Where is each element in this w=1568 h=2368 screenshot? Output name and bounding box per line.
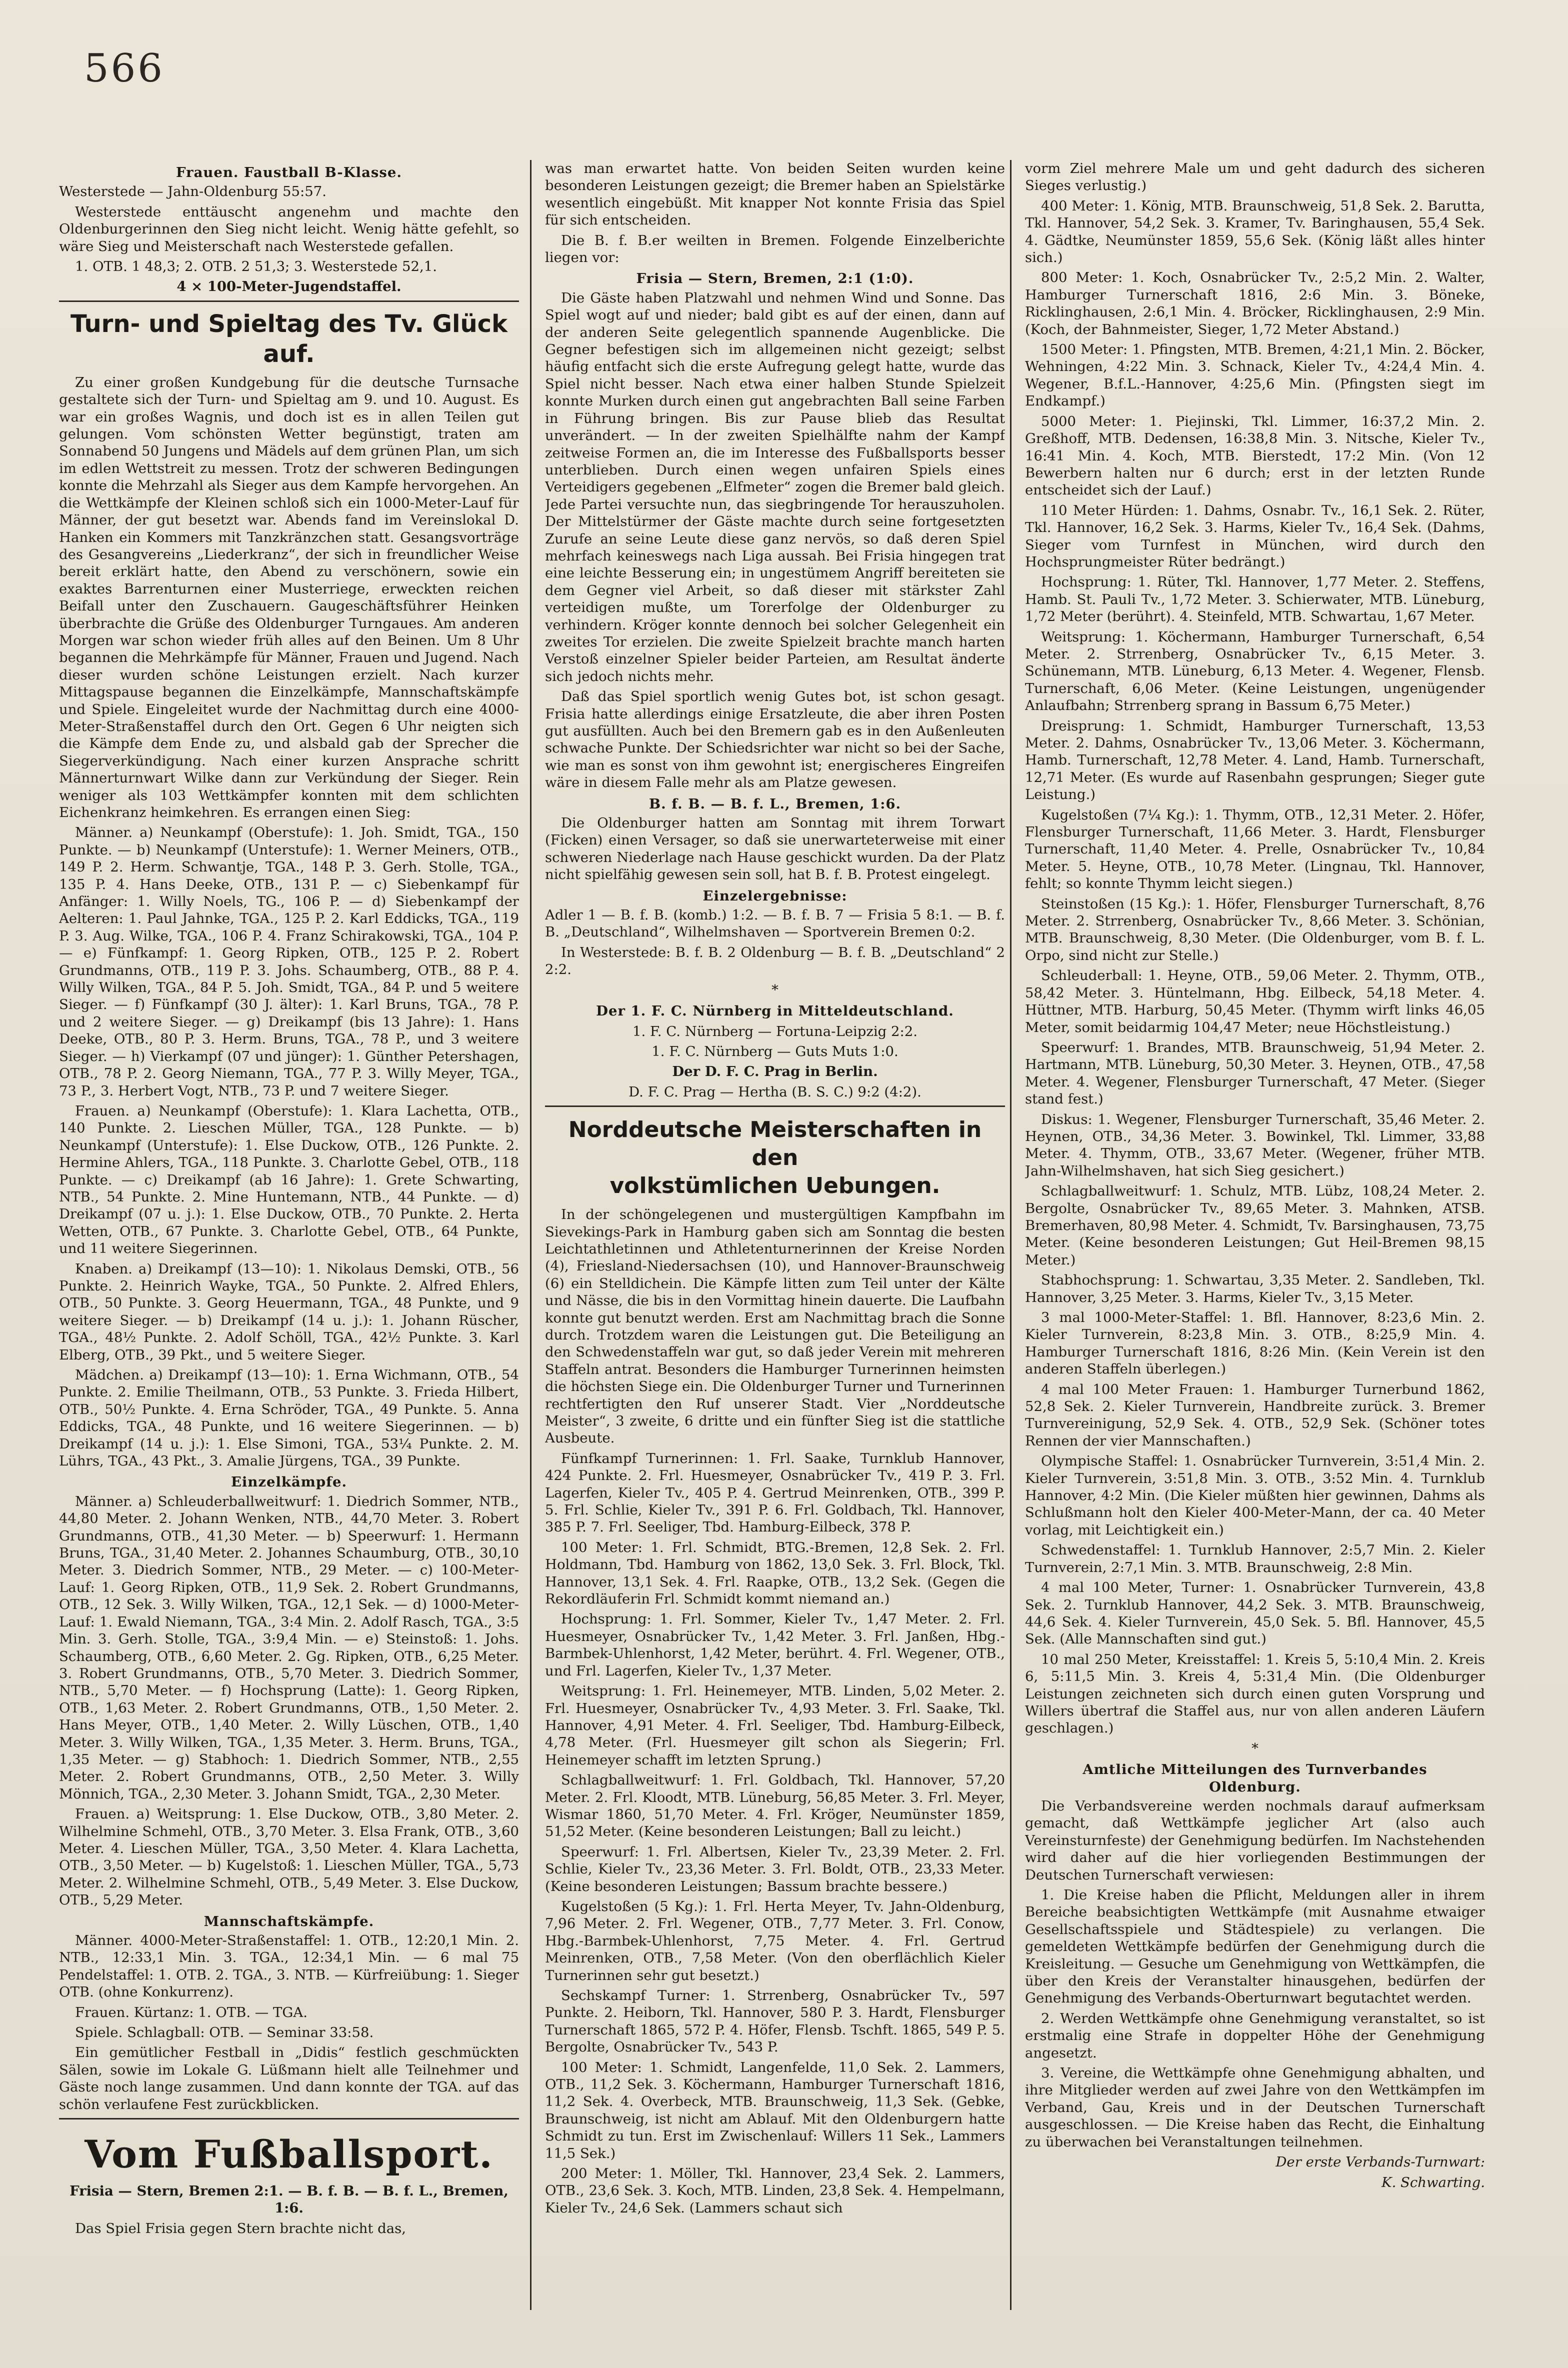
nuernberg-header: Der 1. F. C. Nürnberg in Mitteldeutschland. — [596, 1003, 954, 1020]
turn-spieltag-heading: Turn- und Spieltag des Tv. Glück auf. — [70, 310, 508, 368]
mannschaftskaempfe-header: Mannschaftskämpfe. — [204, 1913, 374, 1930]
divider — [59, 300, 519, 302]
amtlich-paragraph-3: 2. Werden Wettkämpfe ohne Genehmigung veranstaltet, so ist erstmalig eine Strafe in doppelter Höhe der Genehmigung angesetzt. — [1025, 2010, 1485, 2061]
col3-paragraph-4: 1500 Meter: 1. Pfingsten, MTB. Bremen, 4:21,1 Min. 2. Böcker, Wehningen, 4:22 Min. 3. Schnack, Kieler Tv., 4:24,4 Min. 4. Wegener, B.f.L.-Hannover, 4:25,6 Min. (Pfingsten siegt im Endkampf.) — [1025, 342, 1485, 410]
col3-paragraph-8: Weitsprung: 1. Köchermann, Hamburger Turnerschaft, 6,54 Meter. 2. Strrenberg, Osnabrücker Tv., 6,15 Meter. 3. Schünemann, MTB. Lüneburg, 6,13 Meter. 4. Wegener, Flensb. Turnerschaft, 6,06 Meter. (Keine Leistungen, ungenügender Anlaufbahn; Strrenberg sprang in Bassum 6,75 Meter.) — [1025, 628, 1485, 714]
mannschaft-paragraph-1: Männer. 4000-Meter-Straßenstaffel: 1. OTB., 12:20,1 Min. 2. NTB., 12:33,1 Min. 3. TGA., 12:34,1 Min. — 6 mal 75 Pendelstaffel: 1. OTB. 2. TGA., 3. NTB. — Kürfreiübung: 1. Sieger OTB. (ohne Konkurrenz). — [59, 1932, 519, 2000]
match2-paragraph-1: Die Oldenburger hatten am Sonntag mit ihrem Torwart (Ficken) einen Versager, so daß sie unerwarteterweise mit einer schweren Niederlage nach Hause geschickt wurden. Da der Platz nicht spielfähig gewesen sein soll, hat B. f. B. Protest eingelegt. — [545, 815, 1005, 883]
turn-paragraph-5: Mädchen. a) Dreikampf (13—10): 1. Erna Wichmann, OTB., 54 Punkte. 2. Emilie Theilmann, OTB., 53 Punkte. 3. Frieda Hilbert, OTB., 50½ Punkte. 4. Erna Schröder, TGA., 49 Punkte. 5. Anna Eddicks, TGA., 48 Punkte, und 16 weitere Siegerinnen. — b) Dreikampf (14 u. j.): 1. Else Simoni, TGA., 53¼ Punkte. 2. M. Lührs, TGA., 43 Pkt., 3. Amalie Jürgens, TGA., 39 Punkte. — [59, 1367, 519, 1470]
col3-paragraph-13: Speerwurf: 1. Brandes, MTB. Braunschweig, 51,94 Meter. 2. Hartmann, MTB. Lüneburg, 50,30 Meter. 3. Heynen, OTB., 47,58 Meter. 4. Wegener, Flensburger Turnerschaft, 47 Meter. (Sieger stand fest.) — [1025, 1039, 1485, 1108]
match1-paragraph-2: Daß das Spiel sportlich wenig Gutes bot, ist schon gesagt. Frisia hatte allerdings einige Ersatzleute, die aber ihren Posten gut ausfüllten. Auch bei den Bremern gab es in den Außenleuten schwache Punkte. Der Schiedsrichter war nicht so bei der Sache, wie man es sonst von ihm gewohnt ist; energischeres Eingreifen wäre in diesem Falle mehr als am Platze gewesen. — [545, 688, 1005, 791]
signature-name: K. Schwarting. — [1382, 2174, 1485, 2190]
frauen-text-1: Westerstede — Jahn-Oldenburg 55:57. — [59, 184, 327, 200]
westerstede-text: In Westerstede: B. f. B. 2 Oldenburg — B. f. B. „Deutschland“ 2 2:2. — [545, 944, 1005, 978]
amtliche-mitteilungen-header — [1025, 1761, 1485, 1796]
col3-paragraph-14: Diskus: 1. Wegener, Flensburger Turnerschaft, 35,46 Meter. 2. Heynen, OTB., 34,36 Meter. 3. Bowinkel, Tkl. Limmer, 33,88 Meter. 4. Thymm, OTB., 33,67 Meter. (Wegener, früher MTB. Jahn-Wilhelmshaven, hat sich Sieg gesichert.) — [1025, 1111, 1485, 1179]
col3-paragraph-1: vorm Ziel mehrere Male um und geht dadurch des sicheren Sieges verlustig.) — [1025, 160, 1485, 194]
nord-paragraph-4: Hochsprung: 1. Frl. Sommer, Kieler Tv., 1,47 Meter. 2. Frl. Huesmeyer, Osnabrücker Tv., 1,42 Meter. 3. Frl. Janßen, Hbg.-Barmbek-Uhlenhorst, 1,42 Meter, berührt. 4. Frl. Wegener, OTB., und Frl. Lagerfen, Kieler Tv., 1,37 Meter. — [545, 1611, 1005, 1679]
col3-paragraph-12: Schleuderball: 1. Heyne, OTB., 59,06 Meter. 2. Thymm, OTB., 58,42 Meter. 3. Hüntelmann, Hbg. Eilbeck, 54,18 Meter. 4. Hüttner, MTB. Harburg, 50,45 Meter. (Thymm wirft links 46,05 Meter, somit beidarmig 104,47 Meter; neue Höchstleistung.) — [1025, 968, 1485, 1036]
match1-header: Frisia — Stern, Bremen, 2:1 (1:0). — [636, 270, 914, 287]
col3-paragraph-9: Dreisprung: 1. Schmidt, Hamburger Turnerschaft, 13,53 Meter. 2. Dahms, Osnabrücker Tv., 13,06 Meter. 3. Köchermann, Hamb. Turnerschaft, 12,78 Meter. 4. Land, Hamb. Turnerschaft, 12,71 Meter. (Es wurde auf Rasenbahn gesprungen; Sieger gute Leistung.) — [1025, 718, 1485, 803]
einzelergebnisse-text: Adler 1 — B. f. B. (komb.) 1:2. — B. f. B. 7 — Frisia 5 8:1. — B. f. B. „Deutschland“, Wilhelmshaven — Sportverein Bremen 0:2. — [545, 907, 1005, 940]
col3-paragraph-10: Kugelstoßen (7¼ Kg.): 1. Thymm, OTB., 12,31 Meter. 2. Höfer, Flensburger Turnerschaft, 11,66 Meter. 3. Hardt, Flensburger Turnerschaft, 11,40 Meter. 4. Prelle, Osnabrücker Tv., 10,84 Meter. 5. Heyne, OTB., 10,78 Meter. (Lingnau, Tkl. Hannover, fehlt; so konnte Thymm leicht siegen.) — [1025, 806, 1485, 892]
norddeutsche-heading-line-2: volkstümlichen Uebungen. — [610, 1173, 940, 1199]
nord-paragraph-6: Schlagballweitwurf: 1. Frl. Goldbach, Tkl. Hannover, 57,20 Meter. 2. Frl. Kloodt, MTB. Lüneburg, 56,85 Meter. 3. Frl. Meyer, Wismar 1860, 51,70 Meter. 4. Frl. Kröger, Neumünster 1859, 51,52 Meter. (Keine besonderen Leistungen; Ball zu leicht.) — [545, 1772, 1005, 1840]
col3-paragraph-2: 400 Meter: 1. König, MTB. Braunschweig, 51,8 Sek. 2. Barutta, Tkl. Hannover, 54,2 Sek. 3. Kramer, Tv. Baringhausen, 55,4 Sek. 4. Gädtke, Neumünster 1859, 55,6 Sek. (König läßt alles hinter sich.) — [1025, 198, 1485, 266]
col3-paragraph-3: 800 Meter: 1. Koch, Osnabrücker Tv., 2:5,2 Min. 2. Walter, Hamburger Turnerschaft 1816, 2:6 Min. 3. Böneke, Ricklinghausen, 2:6,1 Min. 4. Bröcker, Ricklinghausen, 2:9 Min. (Koch, der Bahnmeister, Sieger, 1,72 Meter Abstand.) — [1025, 270, 1485, 338]
turn-paragraph-2: Männer. a) Neunkampf (Oberstufe): 1. Joh. Smidt, TGA., 150 Punkte. — b) Neunkampf (Unterstufe): 1. Werner Meiners, OTB., 149 P. 2. Herm. Schwantje, TGA., 148 P. 3. Gerh. Stolle, TGA., 135 P. 4. Hans Deeke, OTB., 131 P. — c) Siebenkampf für Anfänger: 1. Willy Noels, TG., 106 P. — d) Siebenkampf der Aelteren: 1. Paul Jahnke, TGA., 125 P. 2. Karl Eddicks, TGA., 119 P. 3. Aug. Wilke, TGA., 106 P. 4. Franz Schirakowski, TGA., 104 P. — e) Fünfkampf: 1. Georg Ripken, OTB., 125 P. 2. Robert Grundmanns, OTB., 119 P. 3. Johs. Schaumberg, OTB., 88 P. 4. Willy Wilken, TGA., 84 P. 5. Joh. Smidt, TGA., 84 P. und 5 weitere Sieger. — f) Fünfkampf (30 J. älter): 1. Karl Bruns, TGA., 78 P. und 2 weitere Sieger. — g) Dreikampf (bis 13 Jahre): 1. Hans Deeke, OTB., 80 P. 3. Herm. Bruns, TGA., 78 P., und 3 weitere Sieger. — h) Vierkampf (07 und jünger): 1. Günther Petershagen, OTB., 78 P. 2. Georg Niemann, TGA., 77 P. 3. Willy Meyer, TGA., 73 P., 3. Herbert Vogt, NTB., 73 P. und 7 weitere Sieger. — [59, 824, 519, 1099]
nord-paragraph-1: In der schöngelegenen und mustergültigen Kampfbahn im Sievekings-Park in Hamburg gaben sich am Sonntag die besten Leichtathletinnen und Athletenturnerinnen der Kreise Norden (4), Friesland-Niedersachsen (10), und Hannover-Braunschweig (6) ein Stelldichein. Die Kämpfe litten zum Teil unter der Kälte und Nässe, die bis in den Vormittag hinein dauerte. Die Laufbahn konnte gut benutzt werden. Erst am Nachmittag brach die Sonne durch. Trotzdem waren die Leistungen gut. Die Beteiligung an den Schwedenstaffeln war gut, so daß jeder Verein mit mehreren Staffeln antrat. Besonders die Hamburger Turnerinnen heimsten die höchsten Siege ein. Die Oldenburger Turner und Turnerinnen rechtfertigten den Ruf unserer Stadt. Vier „Norddeutsche Meister“, 3 zweite, 6 dritte und ein fünfter Sieg ist die stattliche Ausbeute. — [545, 1206, 1005, 1446]
match1-paragraph-1: Die Gäste haben Platzwahl und nehmen Wind und Sonne. Das Spiel wogt auf und nieder; bald gibt es auf der einen, dann auf der anderen Seite gelegentlich spannende Augenblicke. Die Gegner befestigen sich im allgemeinen nicht gezeigt; selbst häufig entfacht sich die erste Aufregung gelegt hatte, wurde das Spiel nicht besser. Nach etwa einer halben Stunde Spielzeit konnte Murken durch einen gut angebrachten Ball seine Farben in Führung bringen. Bis zur Pause blieb das Resultat unverändert. — In der zweiten Spielhälfte nahm der Kampf zeitweise Formen an, die im Interesse des Fußballsports besser unterblieben. Durch einen wegen unfairen Spiels eines Verteidigers gegebenen „Elfmeter“ zogen die Bremer bald gleich. Jede Partei versuchte nun, das siegbringende Tor herauszuholen. Der Mittelstürmer der Gäste machte durch seine fortgesetzten Zurufe an seine Leute diese ganz nervös, so daß deren Spiel mehrfach keineswegs nach Liga aussah. Bei Frisia hingegen trat eine leichte Besserung ein; in ungestümem Angriff bereiteten sie dem Gegner viel Arbeit, so daß dieser mit stärkster Zahl verteidigen mußte, um Torerfolge der Oldenburger zu verhindern. Kröger konnte dennoch bei solcher Gelegenheit ein zweites Tor erzielen. Die zweite Spielzeit brachte manch harten Verstoß einzelner Spieler beider Parteien, am Resultat änderte sich jedoch nichts mehr. — [545, 290, 1005, 684]
column-1 — [59, 160, 519, 2310]
column-3 — [1025, 160, 1485, 2310]
einzelkaempfe-header: Einzelkämpfe. — [230, 1474, 348, 1490]
divider — [59, 2118, 519, 2120]
nord-paragraph-7: Speerwurf: 1. Frl. Albertsen, Kieler Tv., 23,39 Meter. 2. Frl. Schlie, Kieler Tv., 23,36 Meter. 3. Frl. Boldt, OTB., 23,33 Meter. (Keine besonderen Leistungen; Bassum brachte bessere.) — [545, 1844, 1005, 1894]
nord-paragraph-3: 100 Meter: 1. Frl. Schmidt, BTG.-Bremen, 12,8 Sek. 2. Frl. Holdmann, Tbd. Hamburg von 1862, 13,0 Sek. 3. Frl. Block, Tkl. Hannover, 13,1 Sek. 4. Frl. Raapke, OTB., 13,2 Sek. (Gegen die Rekordläuferin Frl. Schmidt kommt niemand an.) — [545, 1539, 1005, 1608]
amtlich-header-line-2: Oldenburg. — [1209, 1778, 1301, 1795]
col3-paragraph-11: Steinstoßen (15 Kg.): 1. Höfer, Flensburger Turnerschaft, 8,76 Meter. 2. Strrenberg, Osnabrücker Tv., 8,66 Meter. 3. Schönian, MTB. Braunschweig, 8,30 Meter. (Die Oldenburger, vom B. f. L. Orpo, sind nicht zur Stelle.) — [1025, 896, 1485, 964]
frauen-text-2: Westerstede enttäuscht angenehm und machte den Oldenburgerinnen den Sieg nicht leicht. Wenig hätte gefehlt, so wäre Sieg und Meisterschaft nach Westerstede gefallen. — [59, 204, 519, 254]
amtlich-paragraph-4: 3. Vereine, die Wettkämpfe ohne Genehmigung abhalten, und ihre Mitglieder werden auf zwei Jahre von den Wettkämpfen im Verband, Gau, Kreis und in der Deutschen Turnerschaft ausgeschlossen. — Die Kreise haben das Recht, die Einhaltung zu überwachen bei Veranstaltungen teilnehmen. — [1025, 2065, 1485, 2150]
fussballsport-heading: Vom Fußballsport. — [84, 2132, 494, 2177]
nord-paragraph-8: Kugelstoßen (5 Kg.): 1. Frl. Herta Meyer, Tv. Jahn-Oldenburg, 7,96 Meter. 2. Frl. Wegener, OTB., 7,77 Meter. 3. Frl. Conow, Hbg.-Barmbek-Uhlenhorst, 7,75 Meter. 4. Frl. Gertrud Meinrenken, OTB., 7,58 Meter. (Von den oberflächlich Kieler Turnerinnen sehr gut besetzt.) — [545, 1898, 1005, 1984]
fussball-subheading: Frisia — Stern, Bremen 2:1. — B. f. B. — B. f. L., Bremen, 1:6. — [70, 2183, 508, 2216]
col2-paragraph-1: was man erwartet hatte. Von beiden Seiten wurden keine besonderen Leistungen gezeigt; die Bremer haben an Spielstärke wesentlich eingebüßt. Mit knapper Not konnte Frisia das Spiel für sich entscheiden. — [545, 160, 1005, 228]
col2-paragraph-2: Die B. f. B.er weilten in Bremen. Folgende Einzelberichte liegen vor: — [545, 232, 1005, 266]
frauen-faustball-header: Frauen. Faustball B-Klasse. — [176, 164, 402, 180]
col3-paragraph-18: 4 mal 100 Meter Frauen: 1. Hamburger Turnerbund 1862, 52,8 Sek. 2. Kieler Turnverein, Handbreite zurück. 3. Bremer Turnvereinigung, 52,9 Sek. 4. OTB., 52,9 Sek. (Schöner totes Rennen der vier Mannschaften.) — [1025, 1381, 1485, 1449]
column-rule-2 — [1010, 160, 1012, 2310]
nord-paragraph-5: Weitsprung: 1. Frl. Heinemeyer, MTB. Linden, 5,02 Meter. 2. Frl. Huesmeyer, Osnabrücker Tv., 4,93 Meter. 3. Frl. Saake, Tkl. Hannover, 4,91 Meter. 4. Frl. Seeliger, Tbd. Hamburg-Eilbeck, 4,78 Meter. (Frl. Huesmeyer gilt schon als Siegerin; Frl. Heinemeyer schafft im letzten Sprung.) — [545, 1683, 1005, 1768]
mannschaft-paragraph-4: Ein gemütlicher Festball in „Didis“ festlich geschmückten Sälen, sowie im Lokale G. Lüßmann hielt alle Teilnehmer und Gäste noch lange zusammen. Und dann konnte der TGA. auf das schön verlaufene Fest zurückblicken. — [59, 2044, 519, 2112]
column-rule-1 — [530, 160, 532, 2310]
star-divider: * — [772, 982, 778, 998]
col3-paragraph-17: 3 mal 1000-Meter-Staffel: 1. Bfl. Hannover, 8:23,6 Min. 2. Kieler Turnverein, 8:23,8 Min. 3. OTB., 8:25,9 Min. 4. Hamburger Turnerschaft 1816, 8:26 Min. (Kein Verein ist den anderen Staffeln überlegen.) — [1025, 1310, 1485, 1378]
col3-paragraph-21: 4 mal 100 Meter, Turner: 1. Osnabrücker Turnverein, 43,8 Sek. 2. Turnklub Hannover, 44,2 Sek. 3. MTB. Braunschweig, 44,6 Sek. 4. Kieler Turnverein, 45,0 Sek. 5. Bfl. Hannover, 45,5 Sek. (Alle Mannschaften sind gut.) — [1025, 1580, 1485, 1648]
col3-paragraph-16: Stabhochsprung: 1. Schwartau, 3,35 Meter. 2. Sandleben, Tkl. Hannover, 3,25 Meter. 3. Harms, Kieler Tv., 3,15 Meter. — [1025, 1272, 1485, 1306]
col3-paragraph-19: Olympische Staffel: 1. Osnabrücker Turnverein, 3:51,4 Min. 2. Kieler Turnverein, 3:51,8 Min. 3. OTB., 3:52 Min. 4. Turnklub Hannover, 4:2 Min. (Die Kieler müßten hier gewinnen, Dahms als Schlußmann holt den Kieler 400-Meter-Mann, der ca. 40 Meter vorlag, mit Leichtigkeit ein.) — [1025, 1453, 1485, 1538]
col3-paragraph-15: Schlagballweitwurf: 1. Schulz, MTB. Lübz, 108,24 Meter. 2. Bergolte, Osnabrücker Tv., 89,65 Meter. 3. Mahnken, ATSB. Bremerhaven, 80,98 Meter. 4. Schmidt, Tv. Barsinghausen, 73,75 Meter. (Keine besonderen Leistungen; Gut Heil-Bremen 98,15 Meter.) — [1025, 1183, 1485, 1268]
nuernberg-line-1: 1. F. C. Nürnberg — Fortuna-Leipzig 2:2. — [632, 1023, 918, 1040]
mannschaft-paragraph-3: Spiele. Schlagball: OTB. — Seminar 33:58. — [75, 2024, 374, 2041]
amtlich-paragraph-1: Die Verbandsvereine werden nochmals darauf aufmerksam gemacht, daß Wettkämpfe jeglicher Art (also auch Vereinsturnfeste) der Genehmigung bedürfen. Im Nachstehenden wird daher auf die hier vorliegenden Bestimmungen der Deutschen Turnerschaft verwiesen: — [1025, 1798, 1485, 1883]
column-2 — [545, 160, 1005, 2310]
page-number: 566 — [84, 46, 164, 91]
jugendstaffel-header: 4 × 100-Meter-Jugendstaffel. — [176, 278, 402, 295]
einzel-paragraph-1: Männer. a) Schleuderballweitwurf: 1. Diedrich Sommer, NTB., 44,80 Meter. 2. Johann Wenken, NTB., 44,70 Meter. 3. Robert Grundmanns, OTB., 41,30 Meter. — b) Speerwurf: 1. Hermann Bruns, TGA., 31,40 Meter. 2. Johannes Schaumburg, OTB., 30,10 Meter. 3. Diedrich Sommer, NTB., 29 Meter. — c) 100-Meter-Lauf: 1. Georg Ripken, OTB., 11,9 Sek. 2. Robert Grundmanns, OTB., 12 Sek. 3. Willy Wilken, TGA., 12,1 Sek. — d) 1000-Meter-Lauf: 1. Ewald Niemann, TGA., 3:4 Min. 2. Adolf Rasch, TGA., 3:5 Min. 3. Gerh. Stolle, TGA., 3:9,4 Min. — e) Steinstoß: 1. Johs. Schaumberg, OTB., 6,60 Meter. 2. Gg. Ripken, OTB., 6,25 Meter. 3. Robert Grundmanns, OTB., 5,70 Meter. 3. Diedrich Sommer, NTB., 5,70 Meter. — f) Hochsprung (Latte): 1. Georg Ripken, OTB., 1,63 Meter. 2. Robert Grundmanns, OTB., 1,50 Meter. 2. Hans Meyer, OTB., 1,40 Meter. 2. Willy Lüschen, OTB., 1,40 Meter. 3. Willy Wilken, TGA., 1,35 Meter. 3. Herm. Bruns, TGA., 1,35 Meter. — g) Stabhoch: 1. Diedrich Sommer, NTB., 2,55 Meter. 2. Robert Grundmanns, OTB., 2,50 Meter. 3. Willy Mönnich, TGA., 2,30 Meter. 3. Johann Smidt, TGA., 2,30 Meter. — [59, 1493, 519, 1802]
divider — [545, 1106, 1005, 1107]
prag-line: D. F. C. Prag — Hertha (B. S. C.) 9:2 (4:2). — [628, 1084, 922, 1100]
fussball-text: Das Spiel Frisia gegen Stern brachte nicht das, — [75, 2220, 406, 2236]
nord-paragraph-11: 200 Meter: 1. Möller, Tkl. Hannover, 23,4 Sek. 2. Lammers, OTB., 23,6 Sek. 3. Koch, MTB. Linden, 23,8 Sek. 4. Hempelmann, Kieler Tv., 24,6 Sek. (Lammers schaut sich — [545, 2166, 1005, 2216]
nord-paragraph-2: Fünfkampf Turnerinnen: 1. Frl. Saake, Turnklub Hannover, 424 Punkte. 2. Frl. Huesmeyer, Osnabrücker Tv., 419 P. 3. Frl. Lagerfen, Kieler Tv., 405 P. 4. Gertrud Meinrenken, OTB., 399 P. 5. Frl. Schlie, Kieler Tv., 391 P. 6. Frl. Goldbach, Tkl. Hannover, 385 P. 7. Frl. Seeliger, Tbd. Hamburg-Eilbeck, 378 P. — [545, 1450, 1005, 1536]
nord-paragraph-10: 100 Meter: 1. Schmidt, Langenfelde, 11,0 Sek. 2. Lammers, OTB., 11,2 Sek. 3. Köchermann, Hamburger Turnerschaft 1816, 11,2 Sek. 4. Overbeck, MTB. Braunschweig, 11,3 Sek. (Gebke, Braunschweig, ist nicht am Ablauf. Mit den Oldenburgern hatte Schmidt zu tun. Erst im Zwischenlauf: Willers 11 Sek., Lammers 11,5 Sek.) — [545, 2059, 1005, 2162]
turn-paragraph-3: Frauen. a) Neunkampf (Oberstufe): 1. Klara Lachetta, OTB., 140 Punkte. 2. Lieschen Müller, TGA., 128 Punkte. — b) Neunkampf (Unterstufe): 1. Else Duckow, OTB., 126 Punkte. 2. Hermine Ahlers, TGA., 118 Punkte. 3. Charlotte Gebel, OTB., 118 Punkte. — c) Dreikampf (ab 16 Jahre): 1. Grete Schwarting, NTB., 54 Punkte. 2. Mine Huntemann, NTB., 44 Punkte. — d) Dreikampf (07 u. j.): 1. Else Duckow, OTB., 70 Punkte. 2. Herta Wetten, OTB., 67 Punkte. 3. Charlotte Gebel, OTB., 64 Punkte, und 11 weitere Siegerinnen. — [59, 1102, 519, 1257]
col3-paragraph-6: 110 Meter Hürden: 1. Dahms, Osnabr. Tv., 16,1 Sek. 2. Rüter, Tkl. Hannover, 16,2 Sek. 3. Harms, Kieler Tv., 16,4 Sek. (Dahms, Sieger vom Turnfest in München, wird durch den Hochsprungmeister Rüter bedrängt.) — [1025, 502, 1485, 570]
col3-paragraph-20: Schwedenstaffel: 1. Turnklub Hannover, 2:5,7 Min. 2. Kieler Turnverein, 2:7,1 Min. 3. MTB. Braunschweig, 2:8 Min. — [1025, 1542, 1485, 1576]
frauen-text-3: 1. OTB. 1 48,3; 2. OTB. 2 51,3; 3. Westerstede 52,1. — [75, 258, 437, 275]
norddeutsche-heading — [545, 1116, 1005, 1200]
prag-header: Der D. F. C. Prag in Berlin. — [672, 1064, 878, 1080]
einzelergebnisse-header: Einzelergebnisse: — [702, 888, 848, 904]
nuernberg-line-2: 1. F. C. Nürnberg — Guts Muts 1:0. — [652, 1043, 898, 1060]
turn-paragraph-4: Knaben. a) Dreikampf (13—10): 1. Nikolaus Demski, OTB., 56 Punkte. 2. Heinrich Wayke, TGA., 50 Punkte. 2. Alfred Ehlers, OTB., 50 Punkte. 3. Georg Heuermann, TGA., 48 Punkte, und 9 weitere Sieger. — b) Dreikampf (14 u. j.): 1. Johann Rüscher, TGA., 48½ Punkte. 2. Adolf Schöll, TGA., 42½ Punkte. 3. Karl Elberg, OTB., 39 Pkt., und 5 weitere Sieger. — [59, 1260, 519, 1363]
mannschaft-paragraph-2: Frauen. Kürtanz: 1. OTB. — TGA. — [75, 2004, 308, 2020]
amtlich-paragraph-2: 1. Die Kreise haben die Pflicht, Meldungen aller in ihrem Bereiche beabsichtigten Wettkämpfe (mit Ausnahme etwaiger Gesellschaftsspiele und Städtespiele) zu verlangen. Die gemeldeten Wettkämpfe bedürfen der Genehmigung durch die Kreisleitung. — Gesuche um Genehmigung von Wettkämpfen, die über den Kreis der Veranstalter hinausgehen, bedürfen der Genehmigung des Verbands-Oberturnwart begutachtet werden. — [1025, 1887, 1485, 2006]
amtlich-header-line-1: Amtliche Mitteilungen des Turnverbandes — [1082, 1762, 1428, 1778]
einzel-paragraph-2: Frauen. a) Weitsprung: 1. Else Duckow, OTB., 3,80 Meter. 2. Wilhelmine Schmehl, OTB., 3,70 Meter. 3. Elsa Frank, OTB., 3,60 Meter. 4. Lieschen Müller, TGA., 3,50 Meter. 4. Klara Lachetta, OTB., 3,50 Meter. — b) Kugelstoß: 1. Lieschen Müller, TGA., 5,73 Meter. 2. Wilhelmine Schmehl, OTB., 5,49 Meter. 3. Else Duckow, OTB., 5,29 Meter. — [59, 1806, 519, 1908]
nord-paragraph-9: Sechskampf Turner: 1. Strrenberg, Osnabrücker Tv., 597 Punkte. 2. Heiborn, Tkl. Hannover, 580 P. 3. Hardt, Flensburger Turnerschaft 1865, 572 P. 4. Höfer, Flensb. Tschft. 1865, 549 P. 5. Bergolte, Osnabrücker Tv., 543 P. — [545, 1988, 1005, 2056]
col3-paragraph-22: 10 mal 250 Meter, Kreisstaffel: 1. Kreis 5, 5:10,4 Min. 2. Kreis 6, 5:11,5 Min. 3. Kreis 4, 5:31,4 Min. (Die Oldenburger Leistungen zeichneten sich durch einen guten Vorsprung und Willers übertraf die Staffel aus, nur von allen anderen Läufern geschlagen.) — [1025, 1651, 1485, 1736]
signature-title: Der erste Verbands-Turnwart: — [1276, 2154, 1485, 2170]
turn-paragraph-1: Zu einer großen Kundgebung für die deutsche Turnsache gestaltete sich der Turn- und Spieltag am 9. und 10. August. Es war ein großes Wagnis, und doch ist es in allen Teilen gut gelungen. Vom schönsten Wetter begünstigt, traten am Sonnabend 50 Jungens und Mädels auf dem grünen Plan, um sich im edlen Wettstreit zu messen. Trotz der schweren Bedingungen konnte die Mehrzahl als Sieger aus dem Kampfe hervorgehen. An die Wettkämpfe der Kleinen schloß sich ein 1000-Meter-Lauf für Männer, der gut besetzt war. Abends fand im Vereinslokal D. Hanken ein Kommers mit Tanzkränzchen statt. Gesangsvorträge des Gesangvereins „Liederkranz“, der sich in freundlicher Weise bereit erklärt hatte, den Abend zu verschönern, sowie ein exaktes Barrenturnen einer Musterriege, erweckten reichen Beifall unter den Zuschauern. Gaugeschäftsführer Heinken überbrachte die Grüße des Oldenburger Turngaues. Am anderen Morgen war schon wieder früh alles auf den Beinen. Um 8 Uhr begannen die Mehrkämpfe für Männer, Frauen und Jugend. Nach dieser wurden schöne Leistungen erzielt. Nach kurzer Mittagspause begannen die Einzelkämpfe, Mannschaftskämpfe und Spiele. Eingeleitet wurde der Nachmittag durch eine 4000-Meter-Straßenstaffel durch den Ort. Gegen 6 Uhr neigten sich die Kämpfe dem Ende zu, und alsbald gab der Sprecher die Siegerverkündigung. Nach einer kurzen Ansprache schritt Männerturnwart Wilke dann zur Verkündung der Sieger. Rein weniger als 103 Wettkämpfer konnten mit dem schlichten Eichenkranz heimkehren. Es errangen einen Sieg: — [59, 374, 519, 820]
match2-header: B. f. B. — B. f. L., Bremen, 1:6. — [648, 796, 902, 812]
star-divider: * — [1252, 1740, 1258, 1756]
col3-paragraph-5: 5000 Meter: 1. Piejinski, Tkl. Limmer, 16:37,2 Min. 2. Greßhoff, MTB. Dedensen, 16:38,8 Min. 3. Nitsche, Kieler Tv., 16:41 Min. 4. Koch, MTB. Bierstedt, 17:2 Min. (Von 12 Bewerbern halten nur 6 durch; erst in der letzten Runde entscheidet sich der Lauf.) — [1025, 413, 1485, 498]
norddeutsche-heading-line-1: Norddeutsche Meisterschaften in den — [568, 1117, 982, 1171]
col3-paragraph-7: Hochsprung: 1. Rüter, Tkl. Hannover, 1,77 Meter. 2. Steffens, Hamb. St. Pauli Tv., 1,72 Meter. 3. Schierwater, MTB. Lüneburg, 1,72 Meter (berührt). 4. Steinfeld, MTB. Schwartau, 1,67 Meter. — [1025, 574, 1485, 625]
